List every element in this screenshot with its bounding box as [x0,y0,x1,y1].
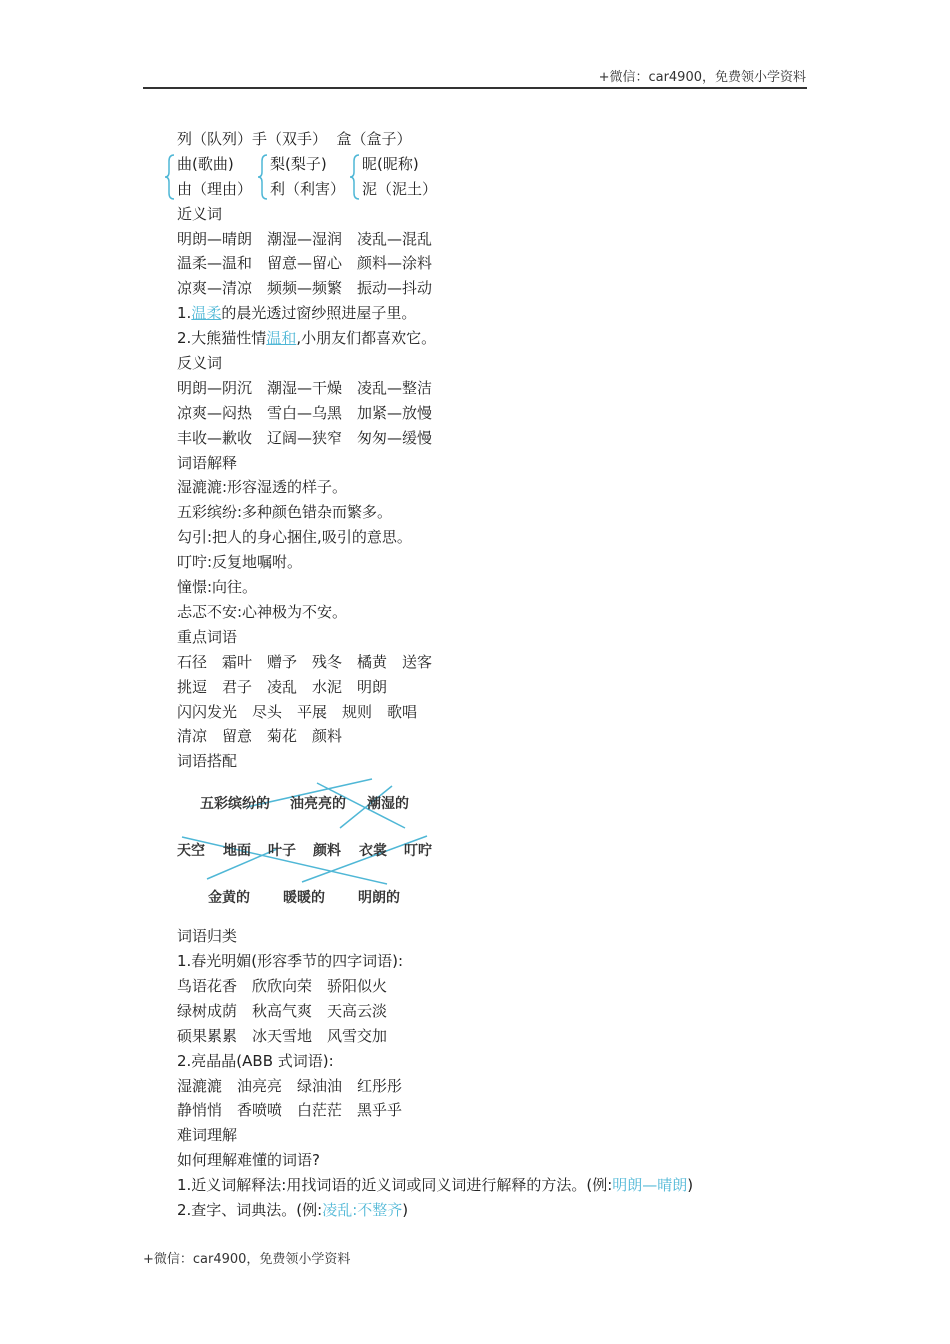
header-divider [143,87,807,89]
method-close: ) [687,1176,694,1195]
explanation-line: 叮咛:反复地嘱咐。 [177,553,303,572]
keywords-line: 清凉 留意 菊花 颜料 [177,727,343,746]
match-adjective: 暖暖的 [283,890,325,907]
classify-line: 硕果累累 冰天雪地 风雪交加 [177,1026,388,1045]
answer-fill: 温和 [266,329,297,348]
method-2 [177,1198,817,1223]
group-2-line-2: 利（利害） [270,179,346,198]
match-noun: 叮咛 [404,843,432,860]
keywords-line: 挑逗 君子 凌乱 水泥 明朗 [177,677,388,696]
char-group-3 [362,152,437,202]
match-noun: 天空 [177,843,205,860]
group-1-line-2: 由（理由） [177,179,253,198]
explanation-line: 忐忑不安:心神极为不安。 [177,602,348,621]
word-group-line: 列（队列）手（双手） 盒（盒子） [177,130,412,148]
explanation-line: 湿漉漉:形容湿透的样子。 [177,478,348,497]
classify-subheading: 2.亮晶晶(ABB 式词语): [177,1051,334,1070]
synonyms-line: 明朗—晴朗 潮湿—湿润 凌乱—混乱 [177,229,433,248]
group-3-line-1: 昵(昵称) [362,154,419,173]
match-adjective: 五彩缤纷的 [200,796,270,813]
synonym-example-1 [177,301,817,326]
group-2-line-1: 梨(梨子) [270,154,327,173]
method-close: ) [402,1200,409,1219]
classify-line: 绿树成荫 秋高气爽 天高云淡 [177,1001,388,1020]
brace-icon [350,154,360,200]
answer-fill: 温柔 [191,304,222,323]
brace-icon [258,154,268,200]
keywords-heading: 重点词语 [177,627,238,646]
matching-heading: 词语搭配 [177,752,238,771]
method-1 [177,1173,817,1198]
example-text: ,小朋友们都喜欢它。 [296,329,437,348]
hard-words-question: 如何理解难懂的词语? [177,1151,320,1170]
hard-words-heading: 难词理解 [177,1126,238,1145]
antonyms-heading: 反义词 [177,354,223,373]
method-text: 2.查字、词典法。(例: [177,1200,323,1219]
method-example: 明朗—晴朗 [612,1176,688,1195]
char-group-2 [270,152,345,202]
explanation-line: 勾引:把人的身心捆住,吸引的意思。 [177,528,412,547]
explanation-line: 五彩缤纷:多种颜色错杂而繁多。 [177,503,393,522]
explanation-line: 憧憬:向往。 [177,578,258,597]
match-adjective: 明朗的 [358,890,400,907]
matching-exercise [177,774,817,924]
antonyms-line: 明朗—阴沉 潮湿—干燥 凌乱—整洁 [177,378,433,397]
char-group-1 [177,152,252,202]
match-adjective: 金黄的 [208,890,250,907]
keywords-line: 石径 霜叶 赠予 残冬 橘黄 送客 [177,652,433,671]
brace-icon [165,154,175,200]
classify-heading: 词语归类 [177,927,238,946]
match-adjective: 潮湿的 [367,796,409,813]
classify-line: 静悄悄 香喷喷 白茫茫 黑乎乎 [177,1101,403,1120]
synonyms-line: 温柔—温和 留意—留心 颜料—涂料 [177,254,433,273]
example-number: 1. [177,304,192,323]
match-noun: 衣裳 [359,843,387,860]
match-noun: 叶子 [268,843,296,860]
classify-subheading: 1.春光明媚(形容季节的四字词语): [177,952,404,971]
group-3-line-2: 泥（泥土） [362,179,438,198]
match-adjective: 油亮亮的 [290,796,346,813]
method-example: 凌乱:不整齐 [322,1200,403,1219]
classify-line: 鸟语花香 欣欣向荣 骄阳似火 [177,976,388,995]
antonyms-line: 凉爽—闷热 雪白—乌黑 加紧—放慢 [177,403,433,422]
example-text: 的晨光透过窗纱照进屋子里。 [221,304,417,323]
synonyms-heading: 近义词 [177,204,223,223]
synonym-example-2 [177,326,817,351]
explanations-heading: 词语解释 [177,453,238,472]
match-noun: 地面 [223,843,251,860]
match-noun: 颜料 [313,843,341,860]
classify-line: 湿漉漉 油亮亮 绿油油 红彤彤 [177,1076,403,1095]
page-header: +微信：car4900，免费领小学资料 [598,70,806,85]
page-footer: +微信：car4900，免费领小学资料 [143,1252,351,1267]
antonyms-line: 丰收—歉收 辽阔—狭窄 匆匆—缓慢 [177,428,433,447]
example-text: 2.大熊猫性情 [177,329,267,348]
document-body [177,127,817,1223]
synonyms-line: 凉爽—清凉 频频—频繁 振动—抖动 [177,279,433,298]
polyphone-groups [177,152,817,202]
keywords-line: 闪闪发光 尽头 平展 规则 歌唱 [177,702,418,721]
group-1-line-1: 曲(歌曲) [177,154,234,173]
method-text: 1.近义词解释法:用找词语的近义词或同义词进行解释的方法。(例: [177,1176,613,1195]
